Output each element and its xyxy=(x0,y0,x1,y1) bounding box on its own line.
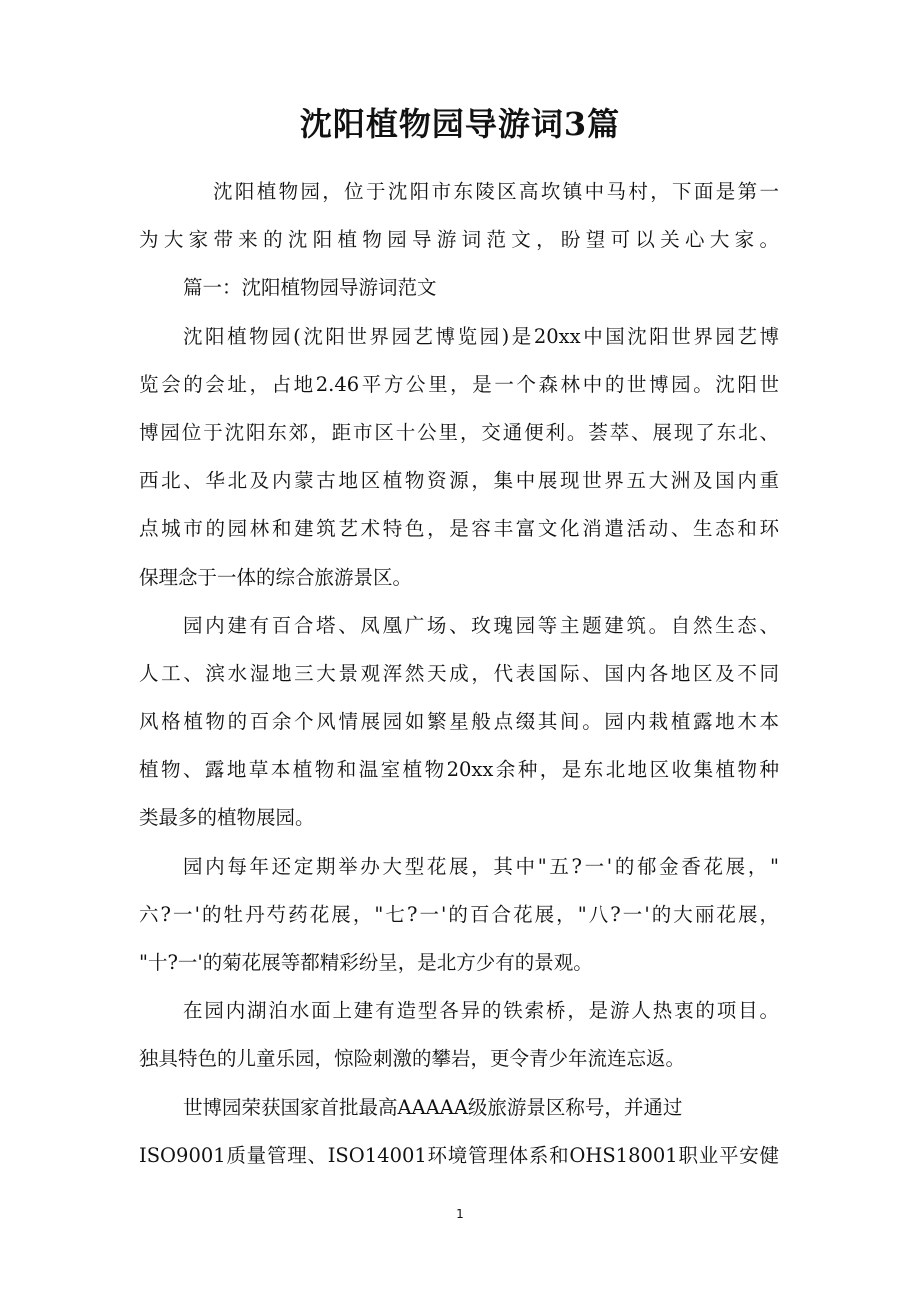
paragraph-line: "十?一'的菊花展等都精彩纷呈，是北方少有的景观。 xyxy=(139,951,593,974)
paragraph-line: ISO9001质量管理、ISO14001环境管理体系和OHS18001职业平安健 xyxy=(139,1143,779,1167)
paragraph-line: 沈阳植物园，位于沈阳市东陵区高坎镇中马村，下面是第一 xyxy=(213,180,779,203)
paragraph-line: 沈阳植物园(沈阳世界园艺博览园)是20xx中国沈阳世界园艺博 xyxy=(183,324,779,348)
paragraph-line: 风格植物的百余个风情展园如繁星般点缀其间。园内栽植露地木本 xyxy=(139,710,779,734)
paragraph-line: 西北、华北及内蒙古地区植物资源，集中展现世界五大洲及国内重 xyxy=(139,469,779,493)
paragraph-line: 植物、露地草本植物和温室植物20xx余种，是东北地区收集植物种 xyxy=(139,758,779,782)
paragraph-line: 览会的会址，占地2.46平方公里，是一个森林中的世博园。沈阳世 xyxy=(139,372,779,396)
paragraph-line: 保理念于一体的综合旅游景区。 xyxy=(139,565,413,589)
paragraph-line: 独具特色的儿童乐园，惊险刺激的攀岩，更令青少年流连忘返。 xyxy=(139,1047,686,1071)
paragraph-line: 人工、滨水湿地三大景观浑然天成，代表国际、国内各地区及不同 xyxy=(139,661,779,685)
paragraph-line: 六?一'的牡丹芍药花展，"七?一'的百合花展，"八?一'的大丽花展， xyxy=(139,902,779,926)
paragraph-line: 在园内湖泊水面上建有造型各异的铁索桥，是游人热衷的项目。 xyxy=(183,999,779,1023)
paragraph-line: 园内每年还定期举办大型花展，其中"五?一'的郁金香花展，" xyxy=(183,854,779,878)
paragraph-line: 博园位于沈阳东郊，距市区十公里，交通便利。荟萃、展现了东北、 xyxy=(139,420,779,444)
paragraph-line: 世博园荣获国家首批最高AAAAA级旅游景区称号，并通过 xyxy=(183,1095,683,1119)
paragraph-line: 点城市的园林和建筑艺术特色，是容丰富文化消遣活动、生态和环 xyxy=(139,517,779,541)
paragraph-line: 篇一：沈阳植物园导游词范文 xyxy=(183,276,437,300)
paragraph-line: 为大家带来的沈阳植物园导游词范文，盼望可以关心大家。 xyxy=(139,228,779,252)
document-title: 沈阳植物园导游词3篇 xyxy=(299,105,621,143)
paragraph-line: 园内建有百合塔、凤凰广场、玫瑰园等主题建筑。自然生态、 xyxy=(183,613,779,637)
paragraph-line: 类最多的植物展园。 xyxy=(139,806,315,830)
document-body xyxy=(139,168,779,1180)
page-number: 1 xyxy=(456,1207,464,1221)
